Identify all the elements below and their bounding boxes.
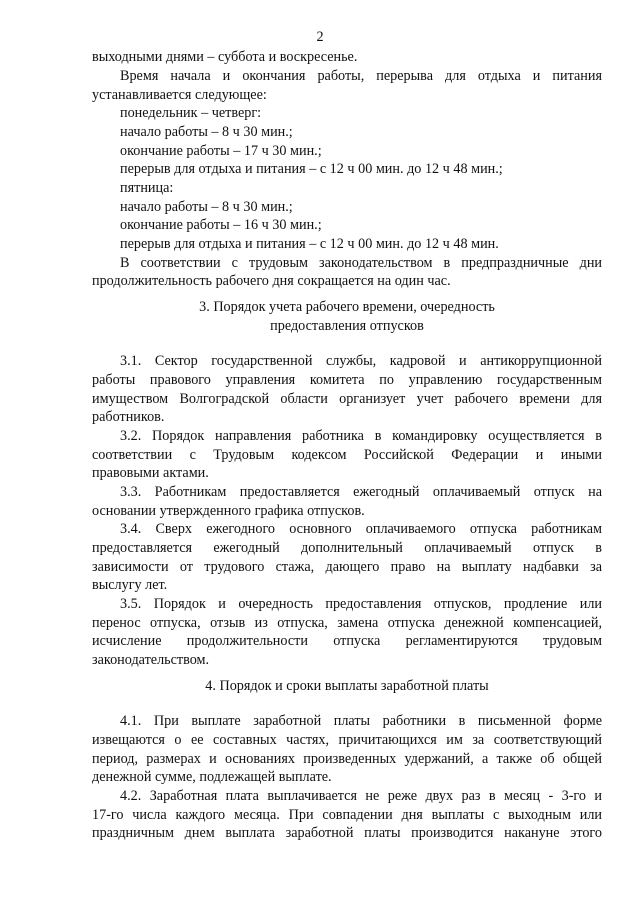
text-line: извещаются о ее составных частях, причитающихся им за соответствующий [92,732,602,748]
section-heading: предоставления отпусков [270,318,424,334]
text-line: предоставляется ежегодный дополнительный оплачиваемый отпуск в [92,540,602,556]
text-line: работы правового управления комитета по управлению государственным [92,372,602,388]
text-line: соответствии с Трудовым кодексом Российской Федерации и иными [92,447,602,463]
text-line: устанавливается следующее: [92,87,267,103]
text-line: денежной сумме, подлежащей выплате. [92,769,332,785]
text-line: 3.2. Порядок направления работника в командировку осуществляется в [120,428,602,444]
text-line: 3.5. Порядок и очередность предоставления отпусков, продление или [120,596,602,612]
text-line: продолжительность рабочего дня сокращается на один час. [92,273,451,289]
text-line: выходными днями – суббота и воскресенье. [92,49,358,65]
page-number: 2 [316,29,324,45]
text-line: основании утвержденного графика отпусков. [92,503,365,519]
text-line: исчисление продолжительности отпуска регламентируются трудовым [92,633,602,649]
text-line: правовыми актами. [92,465,209,481]
text-line: окончание работы – 16 ч 30 мин.; [120,217,322,233]
text-line: начало работы – 8 ч 30 мин.; [120,199,293,215]
text-line: 4.2. Заработная плата выплачивается не реже двух раз в месяц - 3-го и [120,788,602,804]
text-line: зависимости от трудового стажа, дающего право на выплату надбавки за [92,559,602,575]
text-line: 3.3. Работникам предоставляется ежегодный оплачиваемый отпуск на [120,484,602,500]
text-line: Время начала и окончания работы, перерыва для отдыха и питания [120,68,602,84]
text-line: перерыв для отдыха и питания – с 12 ч 00 мин. до 12 ч 48 мин. [120,236,499,252]
text-line: 3.4. Сверх ежегодного основного оплачиваемого отпуска работникам [120,521,602,537]
text-line: окончание работы – 17 ч 30 мин.; [120,143,322,159]
text-line: понедельник – четверг: [120,105,262,121]
text-line: перерыв для отдыха и питания – с 12 ч 00 мин. до 12 ч 48 мин.; [120,161,503,177]
text-line: 3.1. Сектор государственной службы, кадровой и антикоррупционной [120,353,602,369]
text-line: 17-го числа каждого месяца. При совпадении дня выплаты с выходным или [92,807,602,823]
section-heading: 4. Порядок и сроки выплаты заработной платы [205,678,489,694]
text-line: пятница: [120,180,174,196]
text-line: выслугу лет. [92,577,168,593]
text-line: законодательством. [92,652,210,668]
text-line: В соответствии с трудовым законодательством в предпраздничные дни [120,255,602,271]
text-line: работников. [92,409,165,425]
section-heading: 3. Порядок учета рабочего времени, очередность [199,299,495,315]
text-line: начало работы – 8 ч 30 мин.; [120,124,293,140]
text-line: праздничным днем выплата заработной платы производится накануне этого [92,825,602,841]
text-line: имуществом Волгоградской области организует учет рабочего времени для [92,391,602,407]
text-line: перенос отпуска, отзыв из отпуска, замена отпуска денежной компенсацией, [92,615,602,631]
text-line: 4.1. При выплате заработной платы работники в письменной форме [120,713,602,729]
text-line: период, размерах и основаниях произведенных удержаний, а также об общей [92,751,602,767]
